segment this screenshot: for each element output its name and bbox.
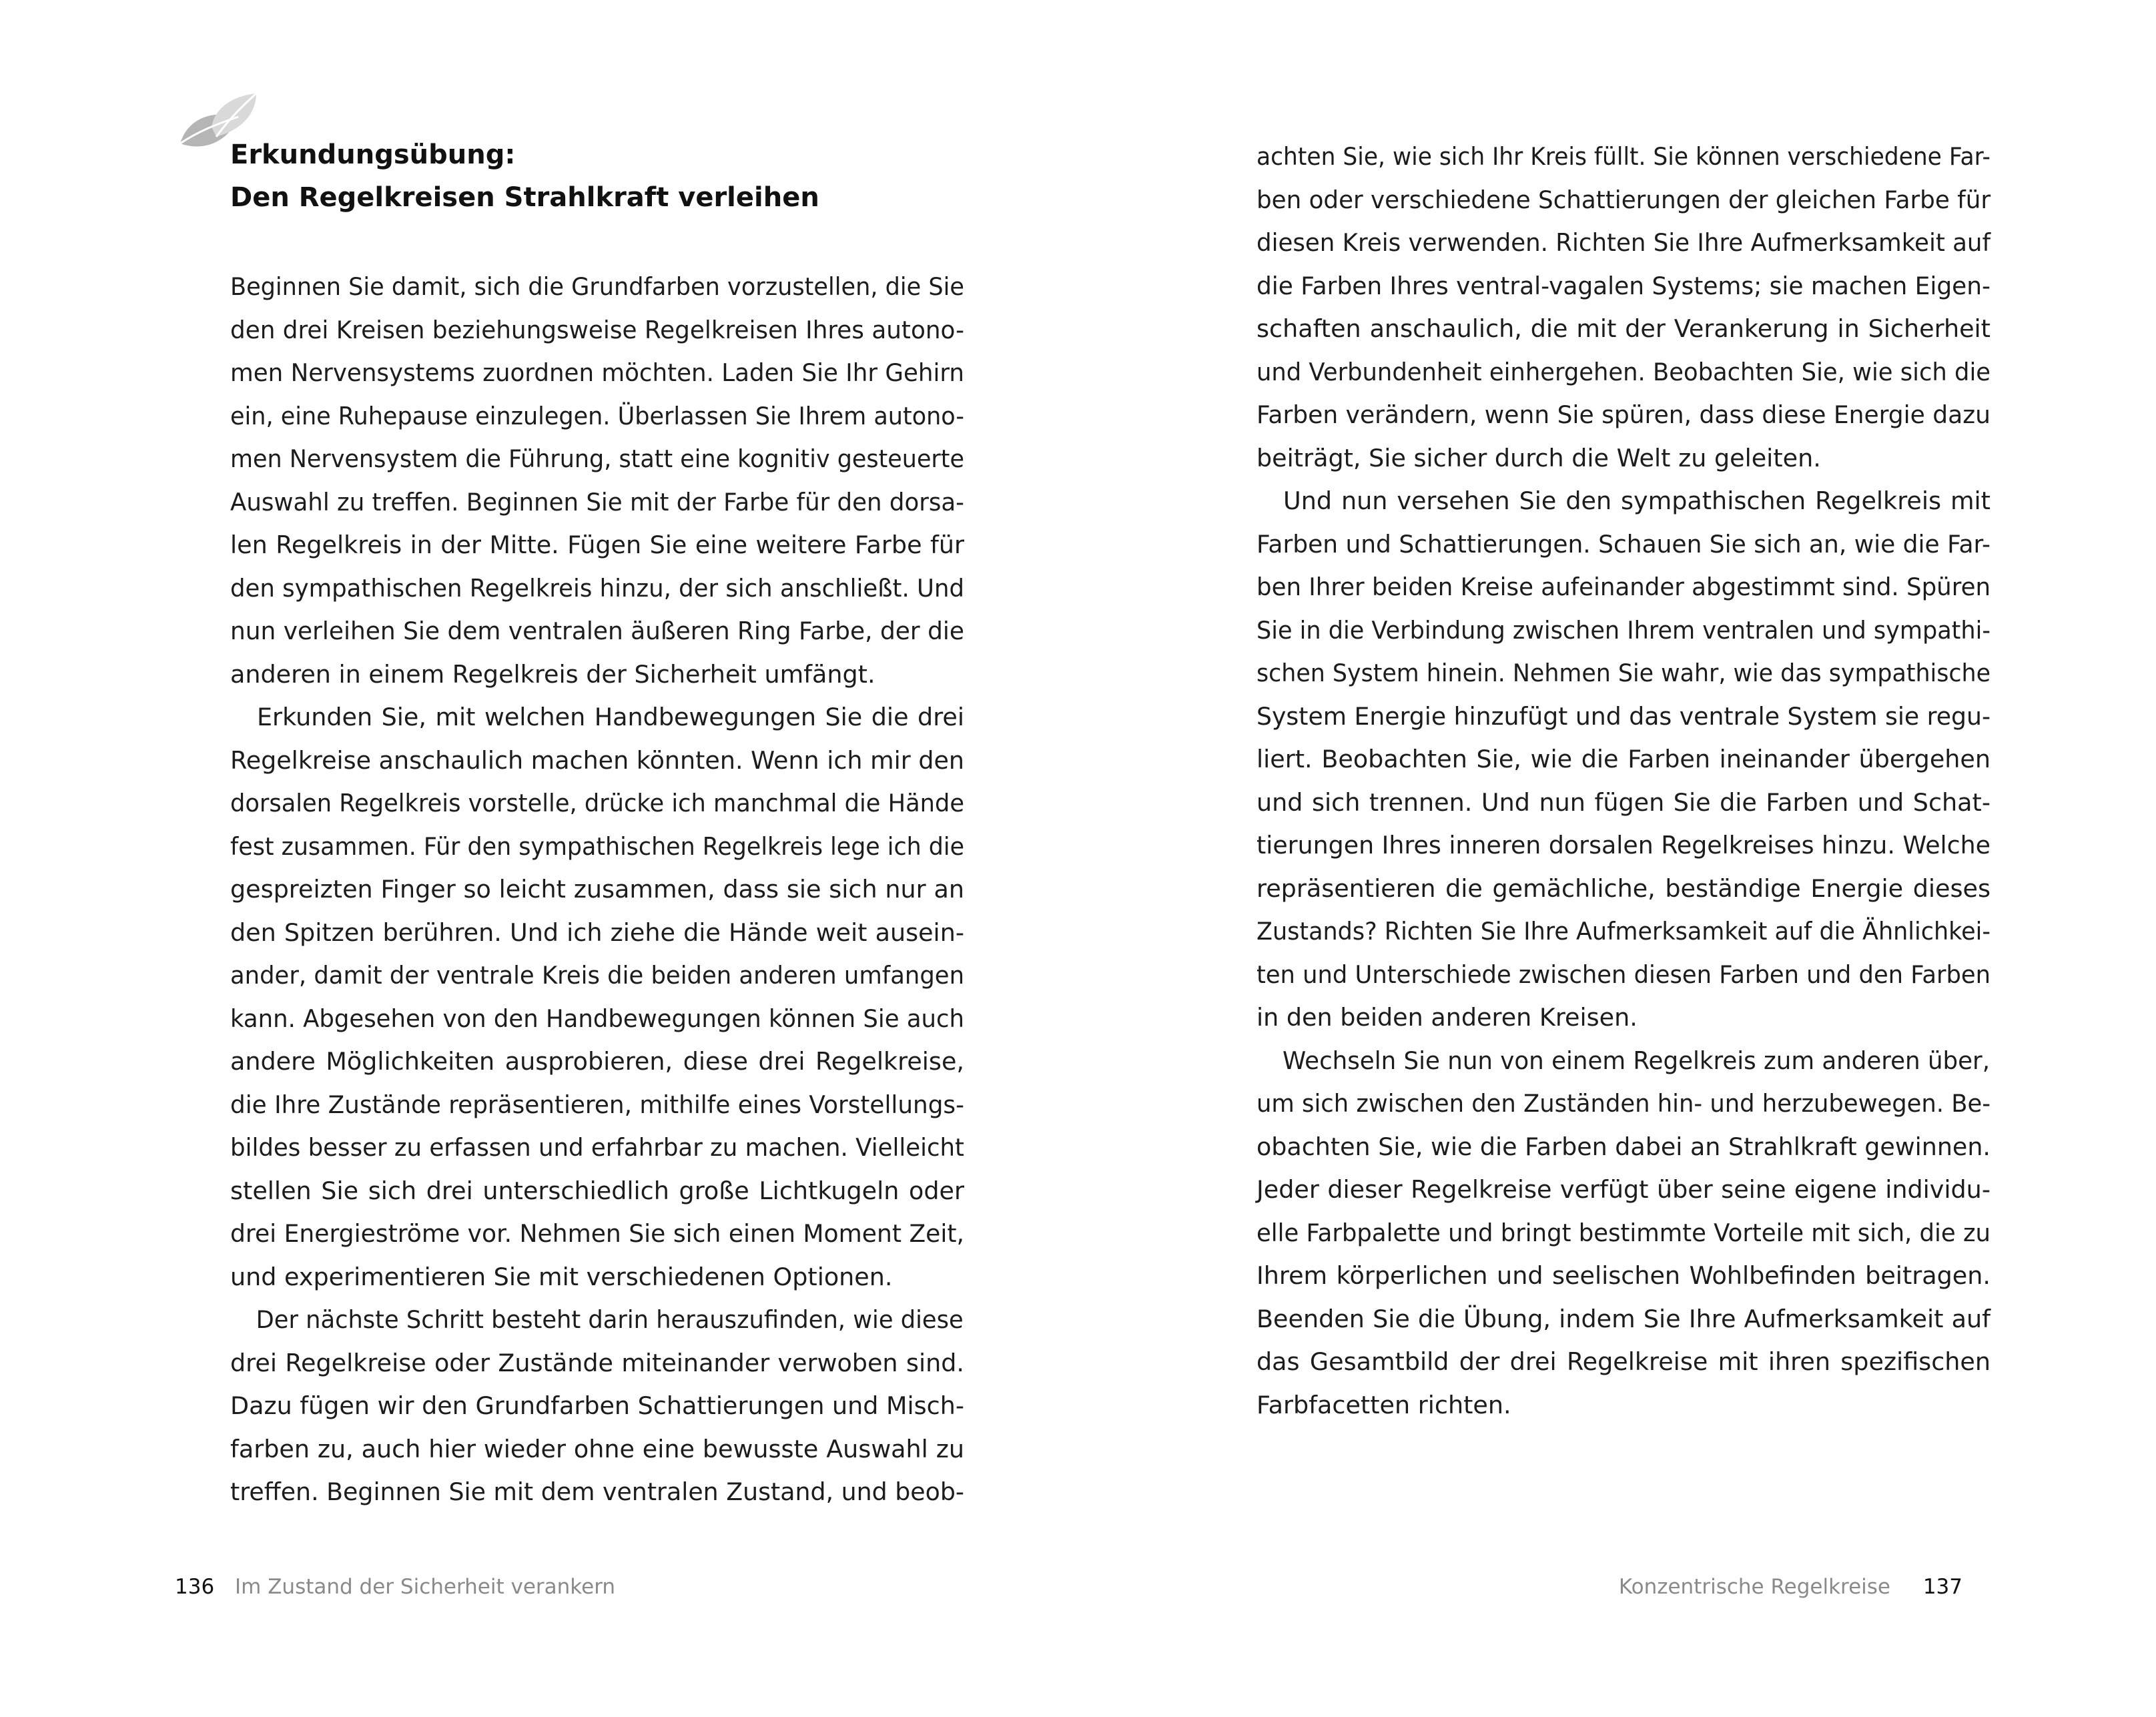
heading-line-1: Erkundungsübung: (230, 139, 516, 170)
text-line: Wechseln Sie nun von einem Regelkreis zum anderen über, (1283, 1046, 1991, 1075)
text-line: und sich trennen. Und nun fügen Sie die Farben und Schat- (1256, 787, 1991, 817)
text-line: Jeder dieser Regelkreise verfügt über seine eigene individu- (1256, 1175, 1991, 1204)
text-line: um sich zwischen den Zuständen hin- und herzubewegen. Be- (1256, 1089, 1991, 1118)
running-head-left: Im Zustand der Sicherheit verankern (235, 1575, 616, 1599)
text-line: den drei Kreisen beziehungsweise Regelkreisen Ihres autono- (230, 315, 964, 344)
text-line: beiträgt, Sie sicher durch die Welt zu geleiten. (1256, 443, 1821, 472)
text-line: Und nun versehen Sie den sympathischen Regelkreis mit (1283, 486, 1991, 515)
text-line: System Energie hinzufügt und das ventrale System sie regu- (1256, 701, 1991, 731)
text-line: die Ihre Zustände repräsentieren, mithilfe eines Vorstellungs- (230, 1090, 964, 1119)
text-line: in den beiden anderen Kreisen. (1256, 1003, 1638, 1032)
text-line: Ihrem körperlichen und seelischen Wohlbefinden beitragen. (1256, 1261, 1991, 1290)
text-line: liert. Beobachten Sie, wie die Farben ineinander übergehen (1256, 745, 1991, 773)
text-line: die Farben Ihres ventral-vagalen Systems; sie machen Eigen- (1256, 271, 1991, 300)
text-line: ten und Unterschiede zwischen diesen Farben und den Farben (1256, 960, 1991, 989)
exercise-heading (230, 133, 964, 219)
text-line: ein, eine Ruhepause einzulegen. Überlassen Sie Ihrem autono- (230, 401, 964, 430)
text-line: Zustands? Richten Sie Ihre Aufmerksamkeit auf die Ähnlichkei- (1256, 917, 1991, 946)
text-line: Dazu fügen wir den Grundfarben Schattierungen und Misch- (230, 1391, 964, 1420)
right-page (1078, 0, 2156, 1717)
text-line: schaften anschaulich, die mit der Verankerung in Sicherheit (1256, 314, 1991, 343)
text-line: das Gesamtbild der drei Regelkreise mit ihren spezifischen (1256, 1347, 1991, 1376)
text-line: gespreizten Finger so leicht zusammen, dass sie sich nur an (230, 875, 964, 904)
running-head-right: Konzentrische Regelkreise (1618, 1575, 1890, 1599)
right-body-text (1256, 135, 1991, 1427)
text-line: Beenden Sie die Übung, indem Sie Ihre Aufmerksamkeit auf (1256, 1304, 1991, 1333)
text-line: dorsalen Regelkreis vorstelle, drücke ich manchmal die Hände (230, 789, 964, 817)
text-line: achten Sie, wie sich Ihr Kreis füllt. Sie können verschiedene Far- (1256, 142, 1991, 171)
text-line: Auswahl zu treffen. Beginnen Sie mit der Farbe für den dorsa- (230, 487, 964, 517)
text-line: schen System hinein. Nehmen Sie wahr, wie das sympathische (1256, 659, 1991, 687)
text-line: ben Ihrer beiden Kreise aufeinander abgestimmt sind. Spüren (1256, 573, 1991, 601)
text-line: len Regelkreis in der Mitte. Fügen Sie eine weitere Farbe für (230, 531, 964, 559)
text-line: Farben verändern, wenn Sie spüren, dass diese Energie dazu (1256, 400, 1991, 429)
text-line: farben zu, auch hier wieder ohne eine bewusste Auswahl zu (230, 1434, 964, 1463)
text-line: men Nervensystem die Führung, statt eine kognitiv gesteuerte (230, 444, 964, 473)
text-line: den Spitzen berühren. Und ich ziehe die Hände weit ausein- (230, 918, 964, 947)
text-line: Erkunden Sie, mit welchen Handbewegungen Sie die drei (257, 703, 964, 731)
text-line: fest zusammen. Für den sympathischen Regelkreis lege ich die (230, 831, 964, 861)
text-line: ander, damit der ventrale Kreis die beiden anderen umfangen (230, 961, 964, 990)
text-line: nun verleihen Sie dem ventralen äußeren Ring Farbe, der die (230, 617, 964, 645)
text-line: treffen. Beginnen Sie mit dem ventralen Zustand, und beob- (230, 1477, 964, 1506)
text-line: und experimentieren Sie mit verschiedenen Optionen. (230, 1262, 893, 1291)
text-line: anderen in einem Regelkreis der Sicherheit umfängt. (230, 659, 875, 689)
text-line: und Verbundenheit einhergehen. Beobachten Sie, wie sich die (1256, 357, 1991, 386)
text-line: ben oder verschiedene Schattierungen der gleichen Farbe für (1256, 185, 1991, 214)
text-line: men Nervensystems zuordnen möchten. Laden Sie Ihr Gehirn (230, 358, 964, 387)
text-line: Farbfacetten richten. (1256, 1390, 1511, 1419)
text-line: Farben und Schattierungen. Schauen Sie sich an, wie die Far- (1256, 529, 1991, 559)
text-line: kann. Abgesehen von den Handbewegungen können Sie auch (230, 1004, 964, 1033)
text-line: drei Energieströme vor. Nehmen Sie sich einen Moment Zeit, (230, 1219, 964, 1248)
text-line: obachten Sie, wie die Farben dabei an Strahlkraft gewinnen. (1256, 1132, 1991, 1161)
text-line: stellen Sie sich drei unterschiedlich große Lichtkugeln oder (230, 1176, 964, 1205)
text-line: den sympathischen Regelkreis hinzu, der sich anschließt. Und (230, 573, 964, 603)
text-line: Regelkreise anschaulich machen könnten. Wenn ich mir den (230, 745, 964, 775)
heading-line-2: Den Regelkreisen Strahlkraft verleihen (230, 182, 819, 213)
left-body-text (230, 266, 964, 1514)
text-line: tierungen Ihres inneren dorsalen Regelkreises hinzu. Welche (1256, 831, 1991, 860)
text-line: elle Farbpalette und bringt bestimmte Vorteile mit sich, die zu (1256, 1218, 1991, 1247)
page-number-left: 136 (175, 1575, 215, 1599)
text-line: drei Regelkreise oder Zustände miteinander verwoben sind. (230, 1348, 964, 1377)
page-number-right: 137 (1922, 1575, 1962, 1599)
text-line: andere Möglichkeiten ausprobieren, diese drei Regelkreise, (230, 1047, 964, 1076)
text-line: Der nächste Schritt besteht darin herauszufinden, wie diese (256, 1305, 964, 1334)
text-line: Sie in die Verbindung zwischen Ihrem ventralen und sympathi- (1256, 615, 1991, 645)
text-line: bildes besser zu erfassen und erfahrbar zu machen. Vielleicht (230, 1133, 964, 1162)
text-line: repräsentieren die gemächliche, beständige Energie dieses (1256, 874, 1991, 903)
text-line: Beginnen Sie damit, sich die Grundfarben vorzustellen, die Sie (230, 272, 964, 301)
text-line: diesen Kreis verwenden. Richten Sie Ihre Aufmerksamkeit auf (1256, 228, 1991, 257)
